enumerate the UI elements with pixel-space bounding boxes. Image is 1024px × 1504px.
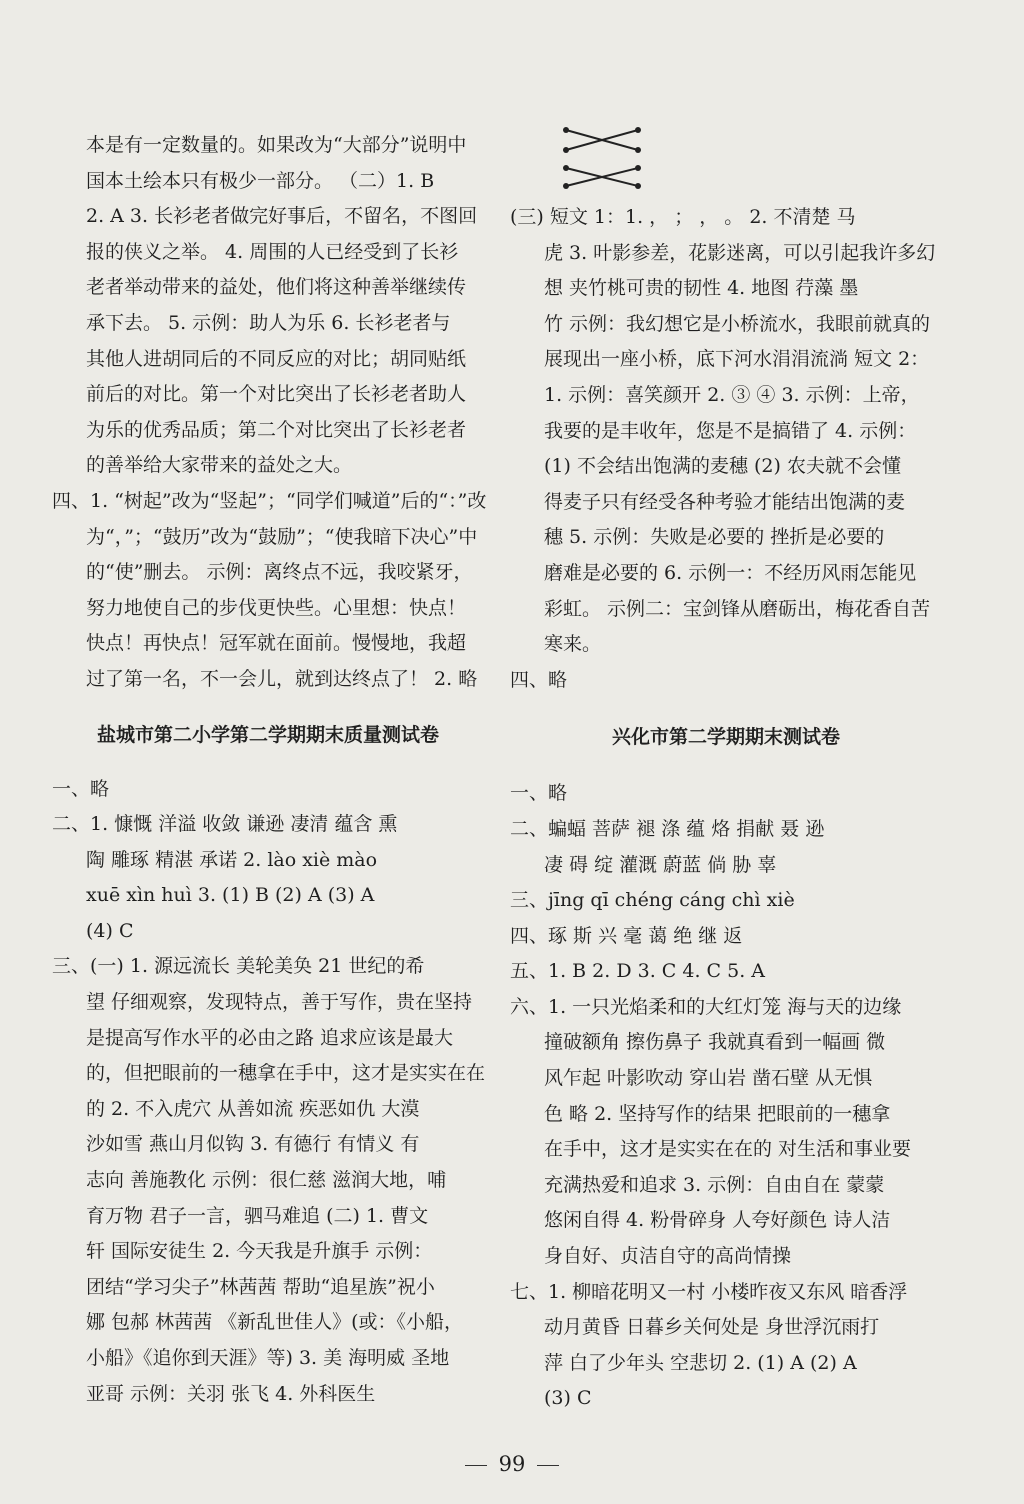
answer-line: 本是有一定数量的。如果改为“大部分”说明中	[86, 134, 467, 156]
answer-line: 轩 国际安徒生 2. 今天我是升旗手 示例：	[86, 1240, 433, 1263]
answer-line: 前后的对比。第一个对比突出了长衫老者助人	[86, 383, 467, 406]
answer-line: 育万物 君子一言，驷马难追 (二) 1. 曹文	[86, 1204, 429, 1227]
answer-line: 撞破额角 擦伤鼻子 我就真看到一幅画 微	[544, 1031, 886, 1054]
answer-line: 四、1. “树起”改为“竖起”；“同学们喊道”后的“：”改	[52, 489, 487, 512]
answer-line: 国本土绘本只有极少一部分。 （二）1. B	[86, 169, 435, 192]
answer-line: 努力地使自己的步伐更快些。心里想：快点！	[86, 596, 467, 619]
answer-line: 寒来。	[544, 633, 602, 656]
answer-line: 想 夹竹桃可贵的韧性 4. 地图 荇藻 墨	[544, 277, 859, 300]
answer-line: 二、1. 慷慨 洋溢 收敛 谦逊 凄清 蕴含 熏	[52, 813, 398, 836]
section-title-xinghua: 兴化市第二学期期末测试卷	[611, 726, 840, 749]
answer-line: 五、1. B 2. D 3. C 4. C 5. A	[510, 960, 765, 983]
answer-line: 七、1. 柳暗花明又一村 小楼昨夜又东风 暗香浮	[510, 1280, 908, 1303]
answer-line: 虎 3. 叶影参差，花影迷离，可以引起我许多幻	[544, 241, 936, 264]
answer-line: 望 仔细观察，发现特点，善于写作，贵在坚持	[86, 991, 473, 1014]
right-answers-part-1	[510, 200, 942, 698]
answer-line: 动月黄昏 日暮乡关何处是 身世浮沉雨打	[544, 1316, 880, 1339]
matching-lines-figure	[560, 120, 660, 190]
answer-line: (三) 短文 1：1. ， ； ， 。 2. 不清楚 马	[510, 206, 856, 228]
answer-line: 充满热爱和追求 3. 示例：自由自在 蒙蒙	[544, 1173, 885, 1196]
answer-line: 小船》《追你到天涯》等) 3. 美 海明威 圣地	[86, 1347, 450, 1369]
right-column	[510, 120, 942, 1417]
answer-line: 沙如雪 燕山月似钩 3. 有德行 有情义 有	[86, 1133, 420, 1156]
answer-line: 老者举动带来的益处，他们将这种善举继续传	[86, 276, 467, 299]
answer-line: 展现出一座小桥，底下河水涓涓流淌 短文 2：	[544, 348, 930, 371]
section-title-yancheng: 盐城市第二小学第二学期期末质量测试卷	[96, 723, 439, 746]
answer-line: 1. 示例：喜笑颜开 2. ③ ④ 3. 示例：上帝，	[544, 383, 920, 406]
answer-line: 二、蝙蝠 菩萨 褪 涤 蕴 烙 捐献 聂 逊	[510, 817, 825, 840]
answer-line: 萍 白了少年头 空悲切 2. (1) A (2) A	[544, 1351, 857, 1374]
answer-line: 身自好、贞洁自守的高尚情操	[544, 1245, 792, 1268]
answer-line: 的善举给大家带来的益处之大。	[86, 454, 353, 477]
answer-line: 2. A 3. 长衫老者做完好事后，不留名，不图回	[86, 205, 478, 228]
answer-line: 风乍起 叶影吹动 穿山岩 凿石壁 从无惧	[544, 1067, 873, 1090]
answer-line: 的，但把眼前的一穗拿在手中，这才是实实在在	[86, 1062, 486, 1085]
answer-line: 磨难是必要的 6. 示例一：不经历风雨怎能见	[544, 561, 917, 584]
answer-line: 竹 示例：我幻想它是小桥流水，我眼前就真的	[544, 312, 931, 335]
answer-line: (3) C	[544, 1387, 592, 1410]
answer-line: 穗 5. 示例：失败是必要的 挫折是必要的	[544, 526, 885, 549]
right-answers-part-2	[510, 776, 942, 1417]
answer-line: 彩虹。 示例二：宝剑锋从磨砺出，梅花香自苦	[544, 597, 931, 620]
answer-line: 在手中，这才是实实在在的 对生活和事业要	[544, 1138, 912, 1161]
answer-line: 三、jīng qī chéng cáng chì xiè	[510, 889, 795, 912]
answer-line: 快点！再快点！冠军就在面前。慢慢地，我超	[86, 632, 467, 655]
left-answers-part-2	[52, 772, 484, 1413]
answer-line: 为乐的优秀品质；第二个对比突出了长衫老者	[86, 418, 467, 441]
answer-line: 六、1. 一只光焰柔和的大红灯笼 海与天的边缘	[510, 995, 902, 1018]
answer-line: 亚哥 示例：关羽 张飞 4. 外科医生	[86, 1382, 376, 1405]
answer-line: 为“，”；“鼓历”改为“鼓励”；“使我暗下决心”中	[86, 525, 478, 548]
answer-line: 得麦子只有经受各种考验才能结出饱满的麦	[544, 490, 906, 513]
answer-line: 志向 善施教化 示例：很仁慈 滋润大地，哺	[86, 1169, 447, 1192]
answer-line: 悠闲自得 4. 粉骨碎身 人夸好颜色 诗人洁	[544, 1209, 891, 1232]
left-answers-part-1	[52, 128, 487, 698]
answer-line: 团结“学习尖子”林茜茜 帮助“追星族”祝小	[86, 1275, 435, 1298]
answer-line: 其他人进胡同后的不同反应的对比；胡同贴纸	[86, 347, 467, 370]
answer-line: 一、略	[510, 782, 568, 805]
answer-line: 陶 雕琢 精湛 承诺 2. lào xiè mào	[86, 848, 378, 871]
answer-line: 的“使”删去。 示例：离终点不远，我咬紧牙，	[86, 561, 473, 584]
answer-line: 四、琢 斯 兴 毫 蔼 绝 继 返	[510, 924, 743, 947]
answer-line: 的 2. 不入虎穴 从善如流 疾恶如仇 大漠	[86, 1097, 420, 1120]
answer-line: 一、略	[52, 777, 110, 800]
answer-line: 四、略	[510, 668, 568, 691]
answer-line: 过了第一名，不一会儿，就到达终点了！ 2. 略	[86, 667, 478, 690]
answer-line: 色 略 2. 坚持写作的结果 把眼前的一穗拿	[544, 1102, 891, 1125]
answer-line: xuē xìn huì 3. (1) B (2) A (3) A	[86, 884, 375, 907]
answer-line: 三、(一) 1. 源远流长 美轮美奂 21 世纪的希	[52, 955, 425, 978]
answer-line: 报的侠义之举。 4. 周围的人已经受到了长衫	[86, 240, 459, 263]
left-column	[52, 128, 487, 1412]
answer-line: (4) C	[86, 919, 134, 942]
answer-line: 我要的是丰收年，您是不是搞错了 4. 示例：	[544, 419, 917, 442]
answer-line: 娜 包郝 林茜茜 《新乱世佳人》(或：《小船，	[86, 1311, 464, 1334]
answer-line: 承下去。 5. 示例：助人为乐 6. 长衫老者与	[86, 311, 451, 334]
answer-line: 凄 碍 绽 灌溉 蔚蓝 倘 胁 辜	[544, 853, 777, 876]
answer-line: 是提高写作水平的必由之路 追求应该是最大	[86, 1026, 454, 1049]
page-number: 99	[0, 1452, 1024, 1476]
answer-line: (1) 不会结出饱满的麦穗 (2) 农夫就不会懂	[544, 455, 901, 478]
